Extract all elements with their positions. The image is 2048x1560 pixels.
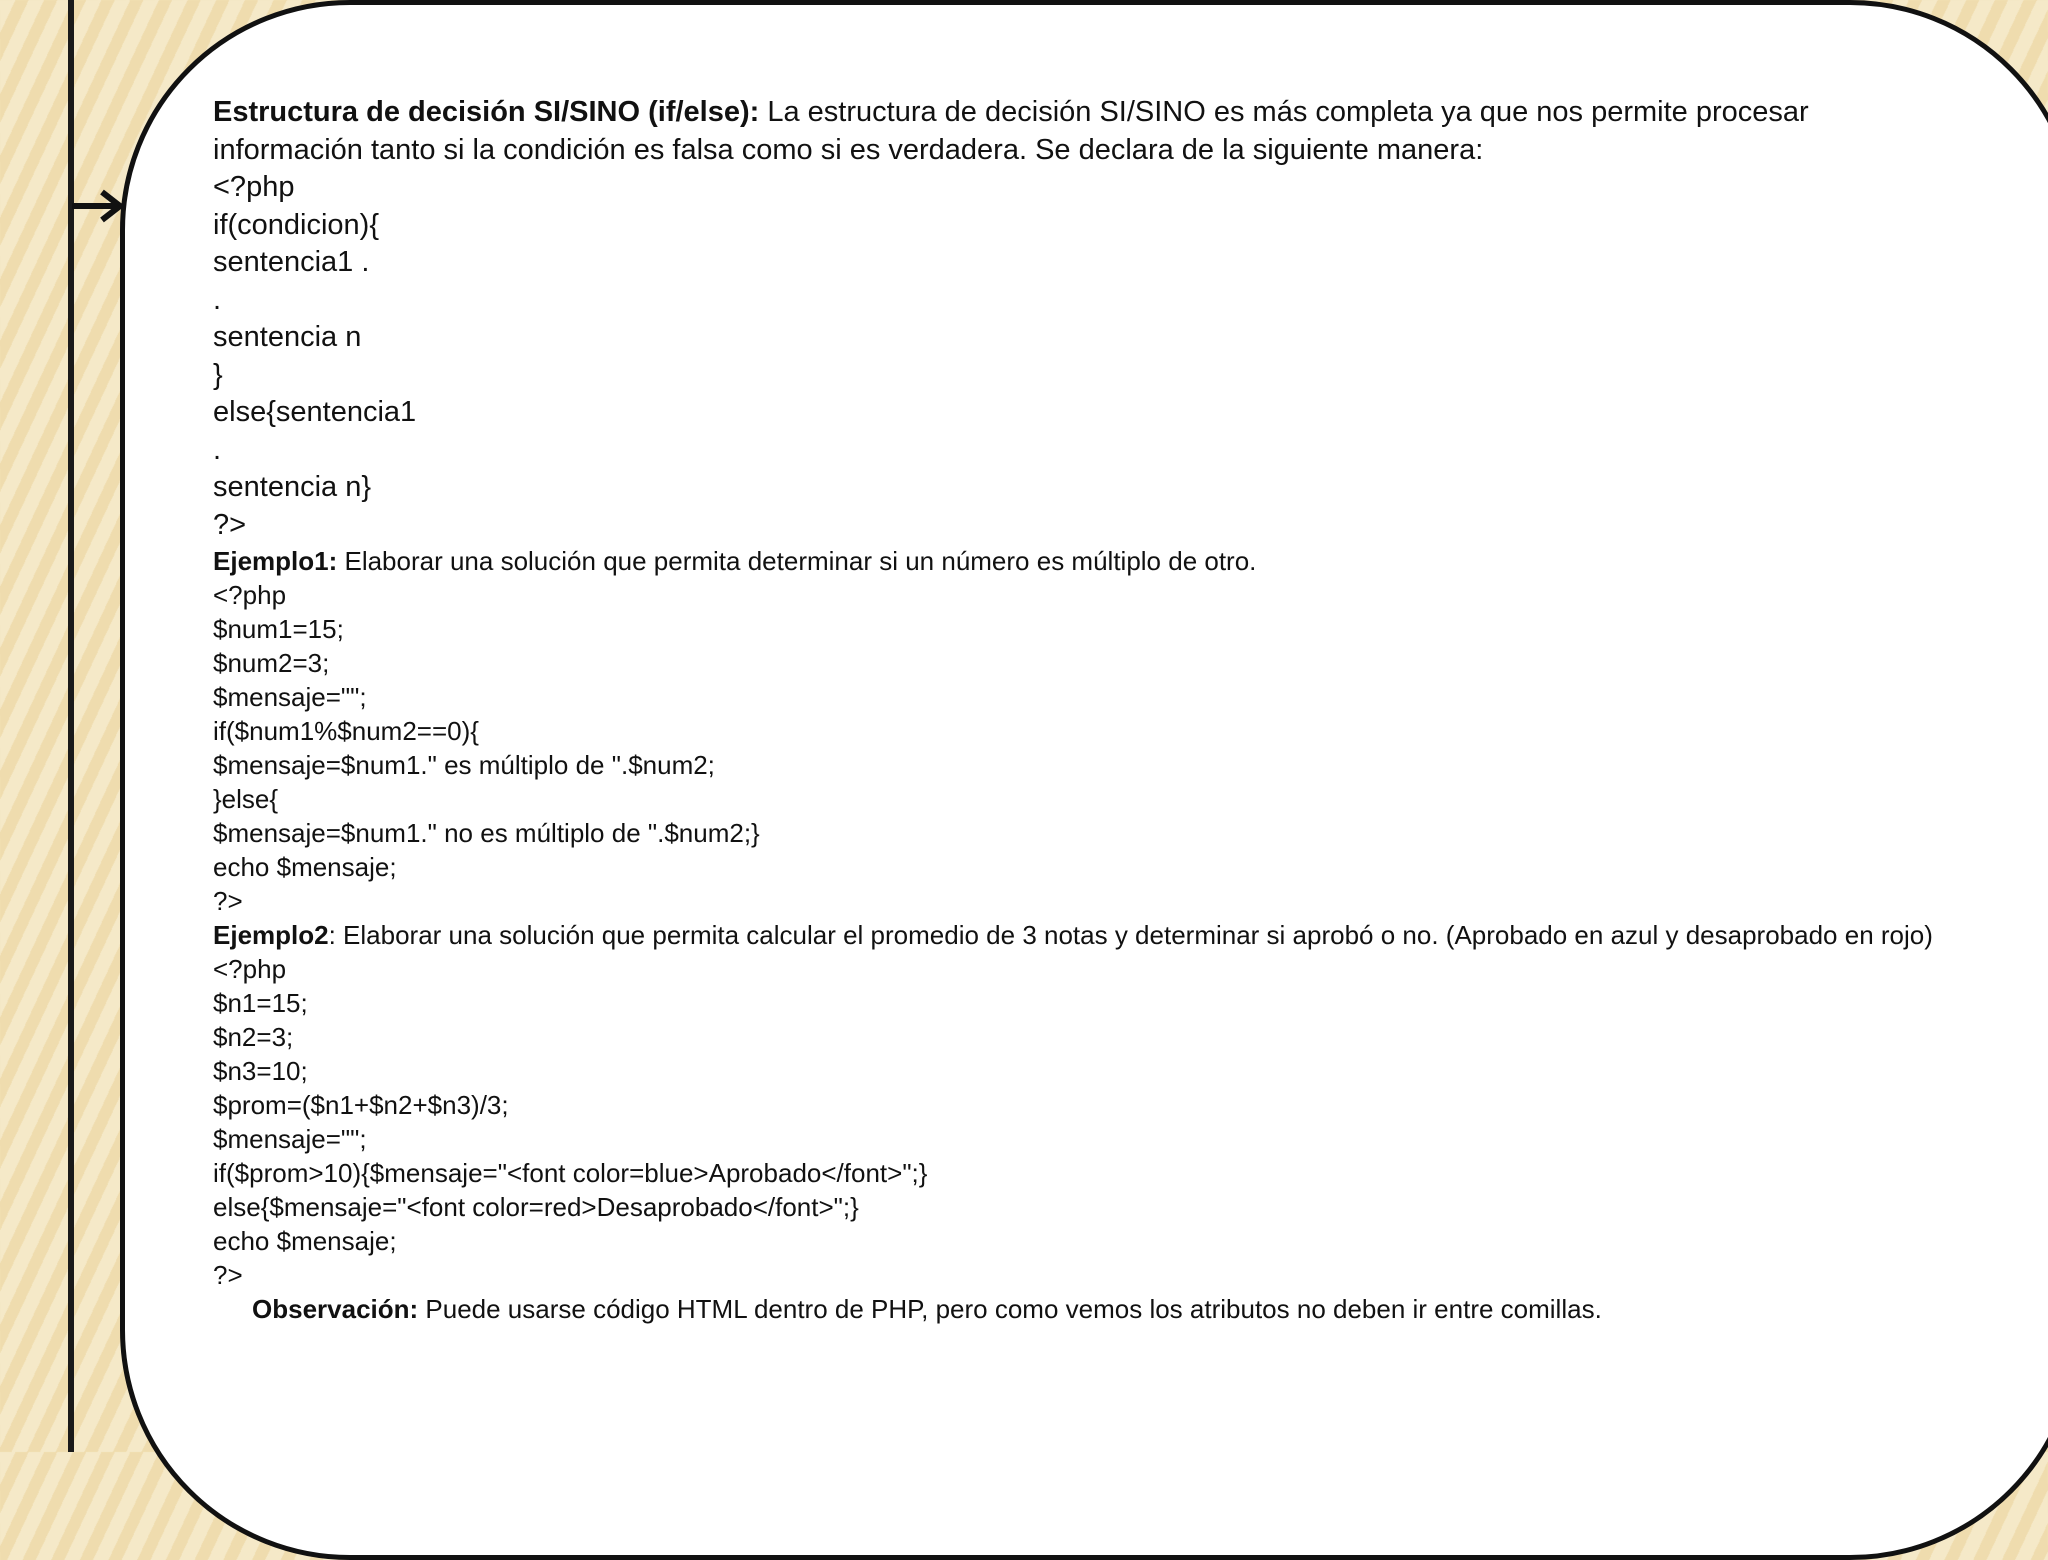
syntax-line: if(condicion){	[213, 208, 380, 241]
code-line: $mensaje=$num1." no es múltiplo de ".$num2;}	[213, 818, 760, 848]
syntax-line: .	[213, 433, 222, 466]
code-line: ?>	[213, 886, 243, 916]
code-line: $n2=3;	[213, 1022, 294, 1052]
code-line: ?>	[213, 1260, 243, 1290]
code-line: echo $mensaje;	[213, 1226, 397, 1256]
syntax-line: }	[213, 358, 223, 391]
code-line: echo $mensaje;	[213, 852, 397, 882]
syntax-line: sentencia n	[213, 321, 362, 353]
code-line: $n1=15;	[213, 988, 308, 1018]
observation-text: Puede usarse código HTML dentro de PHP, pero como vemos los atributos no deben ir entre comillas.	[418, 1294, 1602, 1324]
code-line: $mensaje=$num1." es múltiplo de ".$num2;	[213, 750, 715, 780]
code-line: <?php	[213, 954, 287, 984]
code-line: $mensaje="";	[213, 682, 367, 712]
code-line: $num2=3;	[213, 648, 330, 678]
example1-title: Ejemplo1:	[213, 546, 338, 576]
code-line: $mensaje="";	[213, 1124, 367, 1154]
right-arrow-icon	[70, 188, 126, 224]
slide-content	[213, 94, 1953, 1326]
syntax-block	[213, 169, 1953, 544]
code-line: $num1=15;	[213, 614, 344, 644]
code-line: <?php	[213, 580, 287, 610]
intro-text: La estructura de decisión SI/SINO es más completa ya que nos permite procesar información tanto si la condición es falsa como si es verdadera. Se declara de la siguiente manera:	[213, 96, 1809, 166]
syntax-line: else{sentencia1	[213, 396, 417, 428]
code-line: $prom=($n1+$n2+$n3)/3;	[213, 1090, 509, 1120]
syntax-line: sentencia n}	[213, 471, 372, 503]
code-line: if($prom>10){$mensaje="<font color=blue>Aprobado</font>";}	[213, 1158, 928, 1188]
example2-block	[213, 918, 1953, 1292]
example2-title: Ejemplo2	[213, 920, 329, 950]
syntax-line: .	[213, 283, 222, 316]
intro-title: Estructura de decisión SI/SINO (if/else):	[213, 96, 760, 128]
example1-block	[213, 544, 1953, 918]
syntax-line: <?php	[213, 171, 295, 203]
syntax-line: ?>	[213, 508, 247, 541]
intro-paragraph	[213, 94, 1953, 169]
code-line: }else{	[213, 784, 279, 814]
observation-title: Observación:	[252, 1294, 419, 1324]
example1-text: Elaborar una solución que permita determinar si un número es múltiplo de otro.	[337, 546, 1257, 576]
code-line: $n3=10;	[213, 1056, 308, 1086]
code-line: else{$mensaje="<font color=red>Desaprobado</font>";}	[213, 1192, 859, 1222]
syntax-line: sentencia1 .	[213, 246, 370, 278]
example1-heading	[213, 544, 1953, 578]
observation-note	[213, 1292, 1953, 1326]
code-line: if($num1%$num2==0){	[213, 716, 479, 746]
example2-heading	[213, 918, 1953, 952]
example2-text: : Elaborar una solución que permita calcular el promedio de 3 notas y determinar si aprobó o no. (Aprobado en azul y desaprobado en rojo)	[328, 920, 1933, 950]
